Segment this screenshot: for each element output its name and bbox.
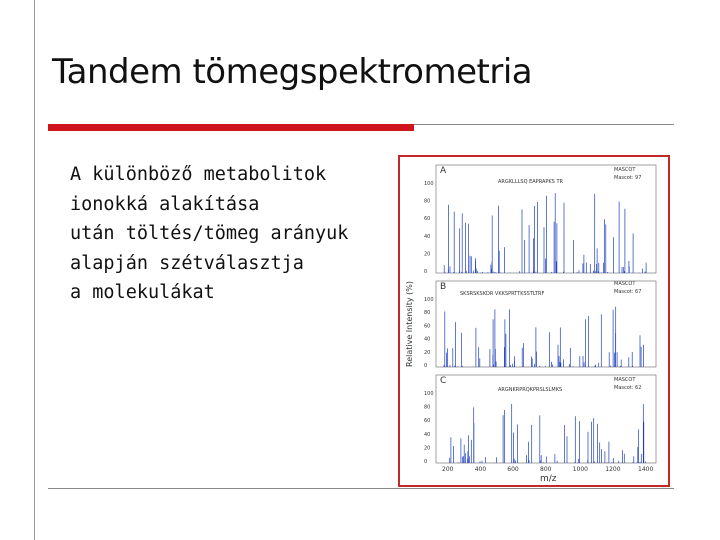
x-tick-label: 200	[442, 466, 454, 473]
body-line-4: alapján szétválasztja	[70, 252, 304, 274]
y-tick-label: 20	[424, 445, 431, 452]
spectrum-panel-c	[440, 376, 641, 393]
y-tick-label: 80	[424, 198, 431, 205]
panel-a-sequence: ARGKLLLSQ EAPRAPKS TR	[498, 179, 563, 185]
panel-c-score-label: MASCOT	[614, 377, 636, 383]
y-tick-label: 40	[424, 336, 431, 343]
x-tick-label: 400	[474, 466, 487, 473]
y-tick-label: 40	[424, 233, 431, 240]
panel-a-letter: A	[440, 166, 447, 176]
spectra-svg	[400, 157, 668, 485]
y-tick-label: 0	[424, 459, 428, 465]
spectra-marks	[424, 165, 656, 465]
x-tick-label: 600	[507, 466, 519, 473]
mass-spectra-figure	[398, 155, 670, 487]
panel-b-letter: B	[440, 282, 447, 292]
body-line-5: a molekulákat	[70, 282, 215, 303]
x-tick-label: 1400	[638, 466, 654, 473]
body-line-3: után töltés/tömeg arányuk	[70, 223, 349, 244]
y-tick-label: 100	[424, 181, 434, 187]
panel-c-sequence: ARGNKRPRQKPRSLSLMKS	[498, 387, 563, 393]
x-tick-label: 800	[540, 466, 552, 473]
slide-body-text	[70, 160, 370, 308]
panel-c-score: Mascot: 62	[614, 385, 642, 391]
panel-b-score: Mascot: 67	[614, 289, 642, 295]
y-tick-label: 60	[424, 418, 431, 425]
x-axis-ticks	[442, 466, 653, 473]
y-tick-label: 80	[424, 404, 431, 411]
figure-xlabel: m/z	[540, 474, 557, 484]
panel-c-letter: C	[440, 376, 447, 386]
panel-b-score-label: MASCOT	[614, 281, 636, 287]
y-tick-label: 100	[424, 391, 434, 397]
y-tick-label: 20	[424, 349, 431, 356]
slide-title: Tandem tömegspektrometria	[52, 52, 533, 92]
panel-a-score: Mascot: 97	[614, 175, 642, 181]
y-tick-label: 0	[424, 363, 428, 369]
y-tick-label: 60	[424, 323, 431, 330]
y-tick-label: 20	[424, 251, 431, 258]
body-line-1: A különböző metabolitok	[70, 164, 327, 185]
panel-a-score-label: MASCOT	[614, 167, 636, 173]
x-tick-label: 1000	[572, 466, 588, 473]
body-line-2: ionokká alakítása	[70, 193, 260, 215]
y-tick-label: 0	[424, 269, 428, 275]
panel-b-sequence: SKSRSKSKDR VKKSPRTTKSSTLTRF	[460, 291, 545, 297]
spectrum-panel-b	[440, 281, 641, 297]
y-tick-label: 60	[424, 216, 431, 223]
spectrum-panel-a	[440, 166, 641, 185]
bottom-divider-line	[48, 488, 674, 489]
title-divider-line	[414, 124, 674, 125]
figure-ylabel: Relative Intensity (%)	[405, 280, 414, 367]
title-accent-bar	[48, 124, 414, 131]
y-tick-label: 100	[424, 297, 434, 303]
slide-left-border	[34, 0, 35, 540]
x-tick-label: 1200	[605, 466, 621, 473]
y-tick-label: 80	[424, 310, 431, 317]
y-tick-label: 40	[424, 431, 431, 438]
